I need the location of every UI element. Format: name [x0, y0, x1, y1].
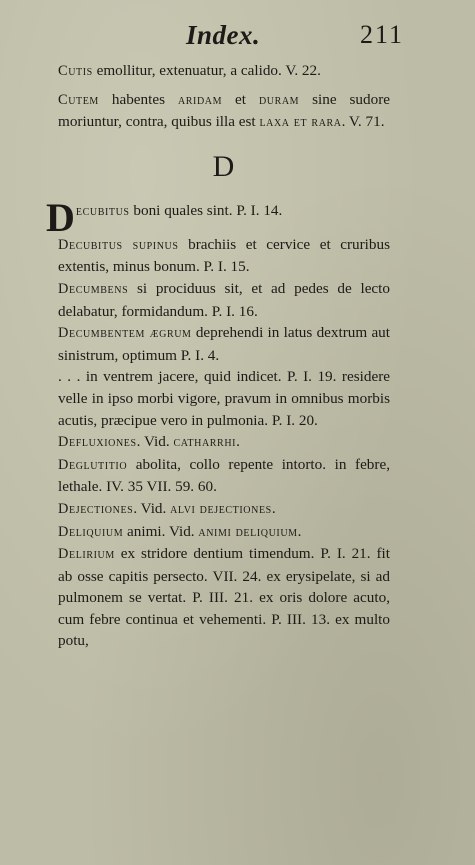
entry-headword: Decubitus supinus: [58, 236, 179, 253]
index-entry-deglutitio: [58, 454, 390, 498]
index-entry-decubitus-supinus: [58, 234, 390, 278]
entry-headword: Dejectiones: [58, 500, 134, 517]
entry-headword: Decumbentem ægrum: [58, 325, 192, 342]
entry-text: animi. Vid.: [123, 522, 199, 540]
entry-text: ex stridore dentium timendum. P. I. 21. fit ab osse capitis persecto. VII. 24. ex erysipelate, si ad pulmonem se vertat. P. III. 21. ex oris dolore acuto, cum febre continua et vehementi. P. III. 13. ex multo potu,: [58, 545, 390, 650]
entry-text: . Vid.: [133, 499, 171, 517]
index-entry-deliquium: [58, 521, 390, 544]
entry-text: .: [236, 433, 240, 451]
entry-text: si prociduus sit, et ad pedes de lecto delabatur, formidandum. P. I. 16.: [58, 279, 390, 320]
section-letter: D: [212, 149, 236, 183]
entry-text: .: [297, 522, 302, 540]
index-entry-defluxiones: [58, 431, 390, 454]
entry-text: abolita, collo repente intorto. in febre, lethale. IV. 35 VII. 59. 60.: [58, 455, 390, 496]
index-entry-decumbentem: [58, 322, 390, 366]
entry-headword: aridam: [177, 91, 223, 108]
index-entry-decubitus: [46, 194, 390, 240]
index-entry-decumbens: [58, 278, 390, 322]
entry-text: brachiis et cervice et cruribus extentis, minus bonum. P. I. 15.: [58, 235, 390, 276]
index-entry-dejectiones: [58, 498, 390, 521]
entry-headword: Cutem: [58, 91, 99, 108]
entry-headword: laxa et rara: [259, 114, 342, 131]
entry-headword: Delirium: [58, 546, 115, 563]
cross-reference: animi deliquium: [198, 523, 298, 540]
page-number: 211: [360, 20, 405, 49]
entry-text: emollitur, extenuatur, a calido. V. 22.: [92, 62, 321, 79]
entry-headword: Deglutitio: [58, 456, 128, 473]
index-text: [46, 60, 390, 652]
index-entry-cutem: [58, 89, 390, 134]
entry-headword: Deliquium: [58, 523, 124, 540]
entry-text: habentes: [98, 90, 178, 108]
entry-text: . Vid.: [136, 433, 174, 451]
entry-text: .: [271, 499, 276, 517]
entry-headword: ecubitus: [75, 202, 130, 219]
index-entry-delirium: [58, 543, 390, 652]
entry-headword: Defluxiones: [58, 434, 137, 451]
page-header: [0, 18, 475, 52]
entry-headword: Cutis: [58, 63, 93, 79]
entry-text: deprehendi in latus dextrum aut sinistrum, optimum P. I. 4.: [58, 324, 390, 364]
entry-text: sine sudore moriuntur, contra, quibus illa est: [58, 90, 390, 131]
running-head: Index.: [186, 20, 261, 50]
index-entry-cutis: [58, 60, 390, 83]
drop-cap: D: [46, 194, 75, 240]
cross-reference: catharrhi: [173, 434, 237, 451]
entry-text: . V. 71.: [341, 113, 385, 131]
entry-text: . . . in ventrem jacere, quid indicet. P. I. 19. residere velle in ipso morbi vigore, pravum in omnibus morbis acutis, præcipue vero in pulmonia. P. I. 20.: [58, 368, 390, 429]
entry-text: et: [222, 90, 259, 108]
cross-reference: alvi dejectiones: [170, 500, 272, 517]
entry-text: boni quales sint. P. I. 14.: [129, 201, 283, 219]
index-entry-continuation: [58, 366, 390, 431]
entry-headword: Decumbens: [58, 280, 129, 297]
entry-headword: duram: [258, 91, 300, 108]
